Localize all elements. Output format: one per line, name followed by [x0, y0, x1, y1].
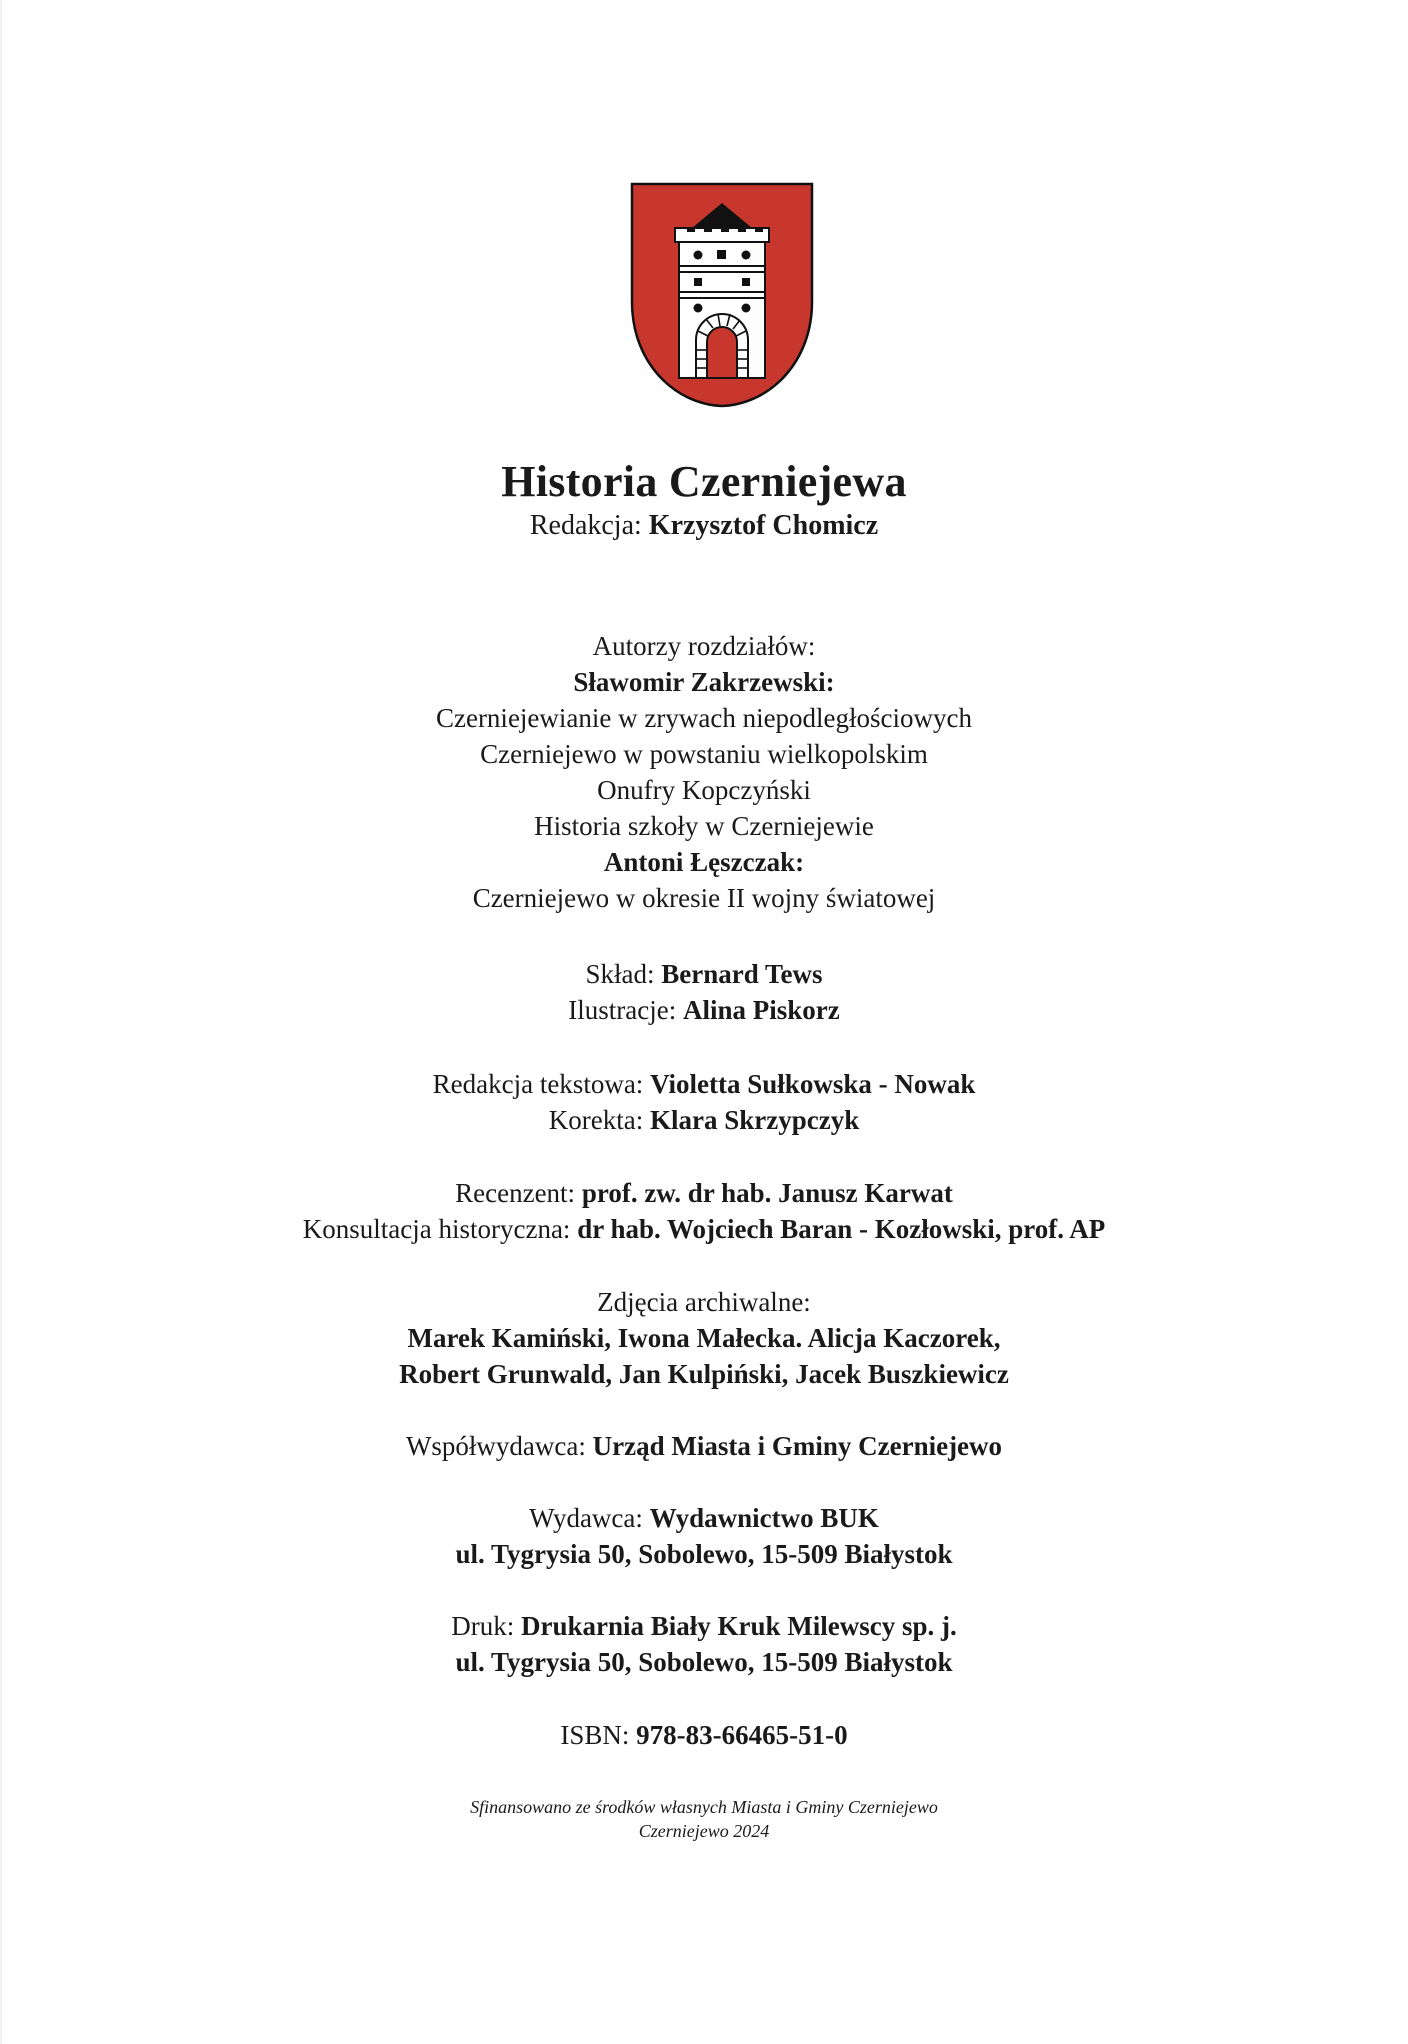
author-name: Sławomir Zakrzewski:	[573, 667, 835, 697]
co-publisher	[0, 1428, 1408, 1464]
printer-label: Druk:	[451, 1611, 521, 1641]
credit-label: Ilustracje:	[568, 995, 683, 1025]
tower-gate-opening	[707, 327, 737, 378]
credit-reviewer	[0, 1175, 1408, 1211]
publisher	[0, 1500, 1408, 1572]
archive-photos	[0, 1284, 1408, 1392]
publisher-value: Wydawnictwo BUK	[649, 1503, 879, 1533]
photos-contributors: Robert Grunwald, Jan Kulpiński, Jacek Buszkiewicz	[399, 1359, 1009, 1389]
credit-label: Korekta:	[548, 1105, 650, 1135]
credit-value: Klara Skrzypczyk	[649, 1105, 860, 1135]
authors-heading: Autorzy rozdziałów:	[592, 631, 816, 661]
chapter-authors	[0, 628, 1408, 916]
footer-note	[0, 1795, 1408, 1843]
publisher-label: Wydawca:	[529, 1503, 650, 1533]
editor-name: Krzysztof Chomicz	[648, 510, 879, 541]
chapter-title: Czerniejewo w powstaniu wielkopolskim	[480, 739, 928, 769]
chapter-title: Onufry Kopczyński	[597, 775, 811, 805]
coeditor-label: Współwydawca:	[405, 1431, 593, 1461]
photos-contributors: Marek Kamiński, Iwona Małecka. Alicja Kaczorek,	[407, 1323, 1001, 1353]
place-year: Czerniejewo 2024	[638, 1821, 770, 1841]
chapter-title: Czerniejewo w okresie II wojny światowej	[472, 883, 936, 913]
credit-proofreading	[0, 1102, 1408, 1138]
coat-of-arms	[630, 182, 814, 408]
chapter-title: Historia szkoły w Czerniejewie	[534, 811, 874, 841]
credit-label: Konsultacja historyczna:	[302, 1214, 578, 1244]
credits-review	[0, 1175, 1408, 1247]
credit-typesetting	[0, 956, 1408, 992]
credit-label: Redakcja tekstowa:	[432, 1069, 651, 1099]
editor-line	[0, 508, 1408, 544]
credits-editing	[0, 1066, 1408, 1138]
coat-of-arms-tower-icon	[630, 182, 814, 408]
isbn	[0, 1717, 1408, 1753]
isbn-label: ISBN:	[560, 1720, 637, 1750]
credit-text-editing	[0, 1066, 1408, 1102]
credit-value: prof. zw. dr hab. Janusz Karwat	[581, 1178, 953, 1208]
book-title: Historia Czerniejewa	[501, 457, 907, 506]
coeditor-value: Urząd Miasta i Gminy Czerniejewo	[592, 1431, 1003, 1461]
credit-illustrations	[0, 992, 1408, 1028]
title-block	[0, 456, 1408, 544]
credit-label: Skład:	[585, 959, 662, 989]
publisher-address: ul. Tygrysia 50, Sobolewo, 15-509 Białystok	[455, 1539, 953, 1569]
chapter-title: Czerniejewianie w zrywach niepodległościowych	[435, 703, 973, 733]
funding-note: Sfinansowano ze środków własnych Miasta i Gminy Czerniejewo	[470, 1797, 938, 1817]
editor-label: Redakcja:	[529, 510, 649, 541]
isbn-value: 978-83-66465-51-0	[636, 1720, 848, 1750]
credit-label: Recenzent:	[455, 1178, 582, 1208]
photos-heading: Zdjęcia archiwalne:	[597, 1287, 811, 1317]
printer-address: ul. Tygrysia 50, Sobolewo, 15-509 Białystok	[455, 1647, 953, 1677]
printer-value: Drukarnia Biały Kruk Milewscy sp. j.	[520, 1611, 957, 1641]
credit-value: Bernard Tews	[661, 959, 823, 989]
author-name: Antoni Łęszczak:	[603, 847, 805, 877]
credit-value: Violetta Sułkowska - Nowak	[650, 1069, 976, 1099]
credits-production	[0, 956, 1408, 1028]
credit-value: dr hab. Wojciech Baran - Kozłowski, prof. AP	[577, 1214, 1106, 1244]
credit-value: Alina Piskorz	[682, 995, 840, 1025]
printer	[0, 1608, 1408, 1680]
credit-historical-consultation	[0, 1211, 1408, 1247]
